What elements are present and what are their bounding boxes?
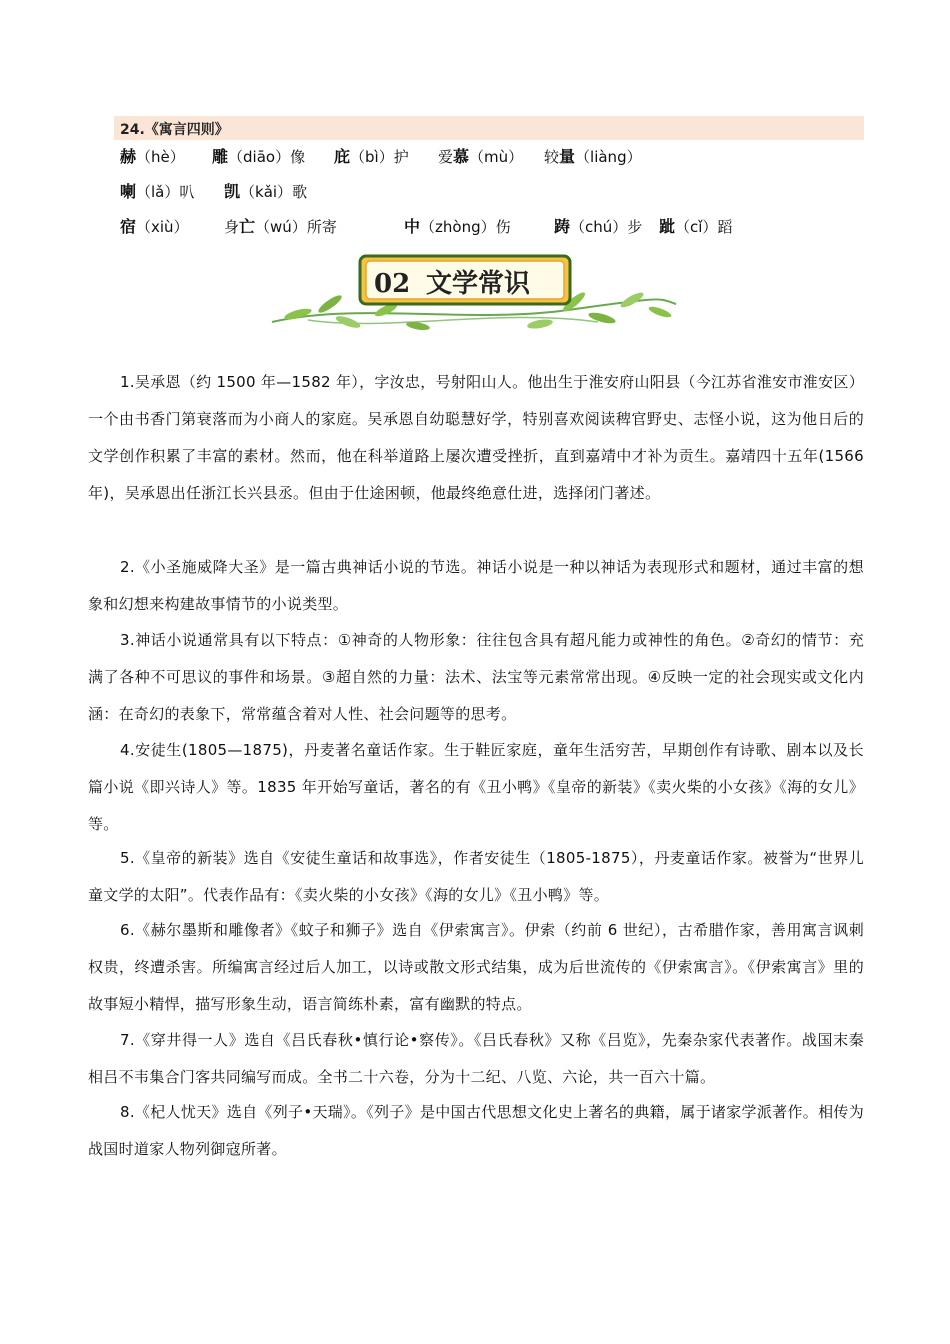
vocab-item: 庇（bì）护 [334,147,409,166]
paragraph: 1.吴承恩（约 1500 年—1582 年），字汝忠，号射阳山人。他出生于淮安府山阳县（今江苏省淮安市淮安区）一个由书香门第衰落而为小商人的家庭。吴承恩自幼聪慧好学，特别喜欢阅读稗官野史、志怪小说，这为他日后的文学创作积累了丰富的素材。然而，他在科举道路上屡次遭受挫折，直到嘉靖中才补为贡生。嘉靖四十五年(1566 年)，吴承恩出任浙江长兴县丞。但由于仕途困顿，他最终绝意仕进，选择闭门著述。 [88,373,864,502]
paragraph: 4.安徒生(1805—1875)，丹麦著名童话作家。生于鞋匠家庭，童年生活穷苦，早期创作有诗歌、剧本以及长篇小说《即兴诗人》等。1835 年开始写童话，著名的有《丑小鸭》《皇帝的新装》《卖火柴的小女孩》《海的女儿》等。 [88,741,864,833]
lesson-header-bar [114,116,864,140]
paragraph: 5.《皇帝的新装》选自《安徒生童话和故事选》，作者安徒生（1805-1875），丹麦童话作家。被誉为“世界儿童文学的太阳”。代表作品有：《卖火柴的小女孩》《海的女儿》《丑小鸭》等。 [88,849,864,904]
section-banner [268,252,680,334]
vocab-item: 凯（kǎi）歌 [224,182,308,201]
banner-title: 文学常识 [426,269,531,299]
vocab-item: 身亡（wú）所寄 [224,217,337,236]
vocab-item: 中（zhòng）伤 [404,217,511,236]
vocab-item: 爱慕（mù） [438,147,524,166]
vocab-item: 赫（hè） [120,147,185,166]
paragraph: 2.《小圣施威降大圣》是一篇古典神话小说的节选。神话小说是一种以神话为表现形式和题材，通过丰富的想象和幻想来构建故事情节的小说类型。 [88,558,864,613]
banner-number: 02 [374,269,411,299]
vocab-item: 雕（diāo）像 [212,147,306,166]
paragraph: 6.《赫尔墨斯和雕像者》《蚊子和狮子》选自《伊索寓言》。伊索（约前 6 世纪），古希腊作家，善用寓言讽刺权贵，终遭杀害。所编寓言经过后人加工，以诗或散文形式结集，成为后世流传的《伊索寓言》。《伊索寓言》里的故事短小精悍，描写形象生动，语言简练朴素，富有幽默的特点。 [88,921,864,1013]
vocab-item: 喇（lǎ）叭 [120,182,195,201]
vocab-item: 较量（liàng） [544,147,642,166]
paragraph: 7.《穿井得一人》选自《吕氏春秋•慎行论•察传》。《吕氏春秋》又称《吕览》，先秦杂家代表著作。战国末秦相吕不韦集合门客共同编写而成。全书二十六卷，分为十二纪、八览、六论，共一百六十篇。 [88,1031,864,1086]
vocab-item: 跐（cǐ）蹈 [659,217,733,236]
lesson-title: 24.《寓言四则》 [120,122,229,138]
paragraph: 8.《杞人忧天》选自《列子•天瑞》。《列子》是中国古代思想文化史上著名的典籍，属于诸家学派著作。相传为战国时道家人物列御寇所著。 [88,1103,864,1158]
vocab-item: 宿（xiù） [120,217,189,236]
paragraph: 3.神话小说通常具有以下特点：①神奇的人物形象：往往包含具有超凡能力或神性的角色。②奇幻的情节：充满了各种不可思议的事件和场景。③超自然的力量：法术、法宝等元素常常出现。④反映一定的社会现实或文化内涵：在奇幻的表象下，常常蕴含着对人性、社会问题等的思考。 [88,631,864,723]
vocab-item: 踌（chú）步 [554,217,643,236]
